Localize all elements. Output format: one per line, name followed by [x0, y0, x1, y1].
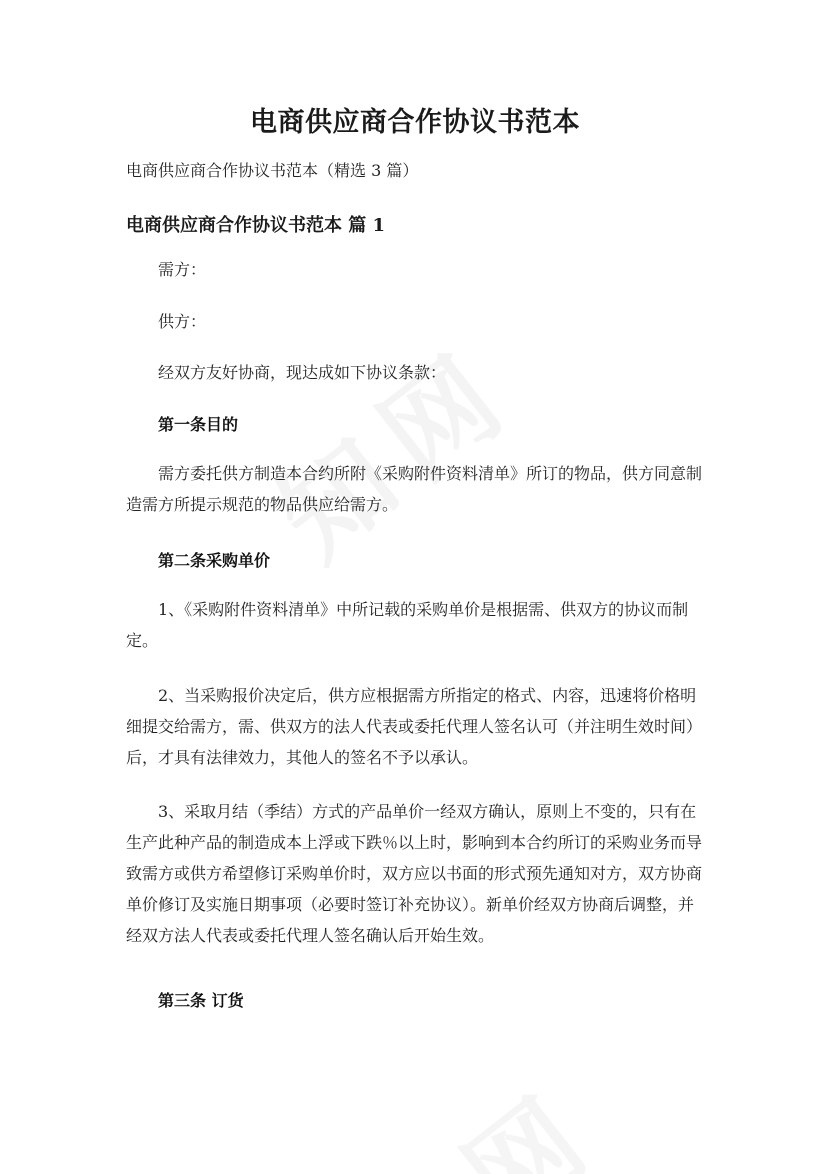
section-heading: 电商供应商合作协议书范本 篇 1 [126, 215, 386, 236]
price-paragraph-2: 2、当采购报价决定后，供方应根据需方所指定的格式、内容，迅速将价格明细提交给需方，需、供双方的法人代表或委托代理人签名认可（并注明生效时间）后，才具有法律效力，其他人的签名不予以承认。 [126, 686, 703, 767]
clause-2-heading: 第二条采购单价 [158, 551, 271, 570]
document-title: 电商供应商合作协议书范本 [250, 107, 580, 138]
watermark [240, 242, 659, 637]
intro-paragraph: 经双方友好协商，现达成如下协议条款： [158, 363, 447, 382]
purpose-paragraph: 需方委托供方制造本合约所附《采购附件资料清单》所订的物品，供方同意制造需方所提示规范的物品供应给需方。 [126, 464, 703, 514]
clause-3-heading: 第三条 订货 [158, 991, 244, 1010]
price-paragraph-1: 1、《采购附件资料清单》中所记载的采购单价是根据需、供双方的协议而制定。 [126, 600, 689, 650]
supplier-line: 供方： [158, 312, 207, 331]
watermark-bottom [325, 984, 695, 1174]
clause-1-heading: 第一条目的 [158, 415, 239, 434]
document-subtitle: 电商供应商合作协议书范本（精选 3 篇） [126, 161, 419, 180]
buyer-line: 需方： [158, 260, 207, 279]
price-paragraph-3: 3、采取月结（季结）方式的产品单价一经双方确认，原则上不变的，只有在生产此种产品的制造成本上浮或下跌％以上时，影响到本合约所订的采购业务而导致需方或供方希望修订采购单价时，双方应以书面的形式预先通知对方，双方协商单价修订及实施日期事项（必要时签订补充协议）。新单价经双方协商后调整，并经双方法人代表或委托代理人签名确认后开始生效。 [126, 802, 703, 945]
